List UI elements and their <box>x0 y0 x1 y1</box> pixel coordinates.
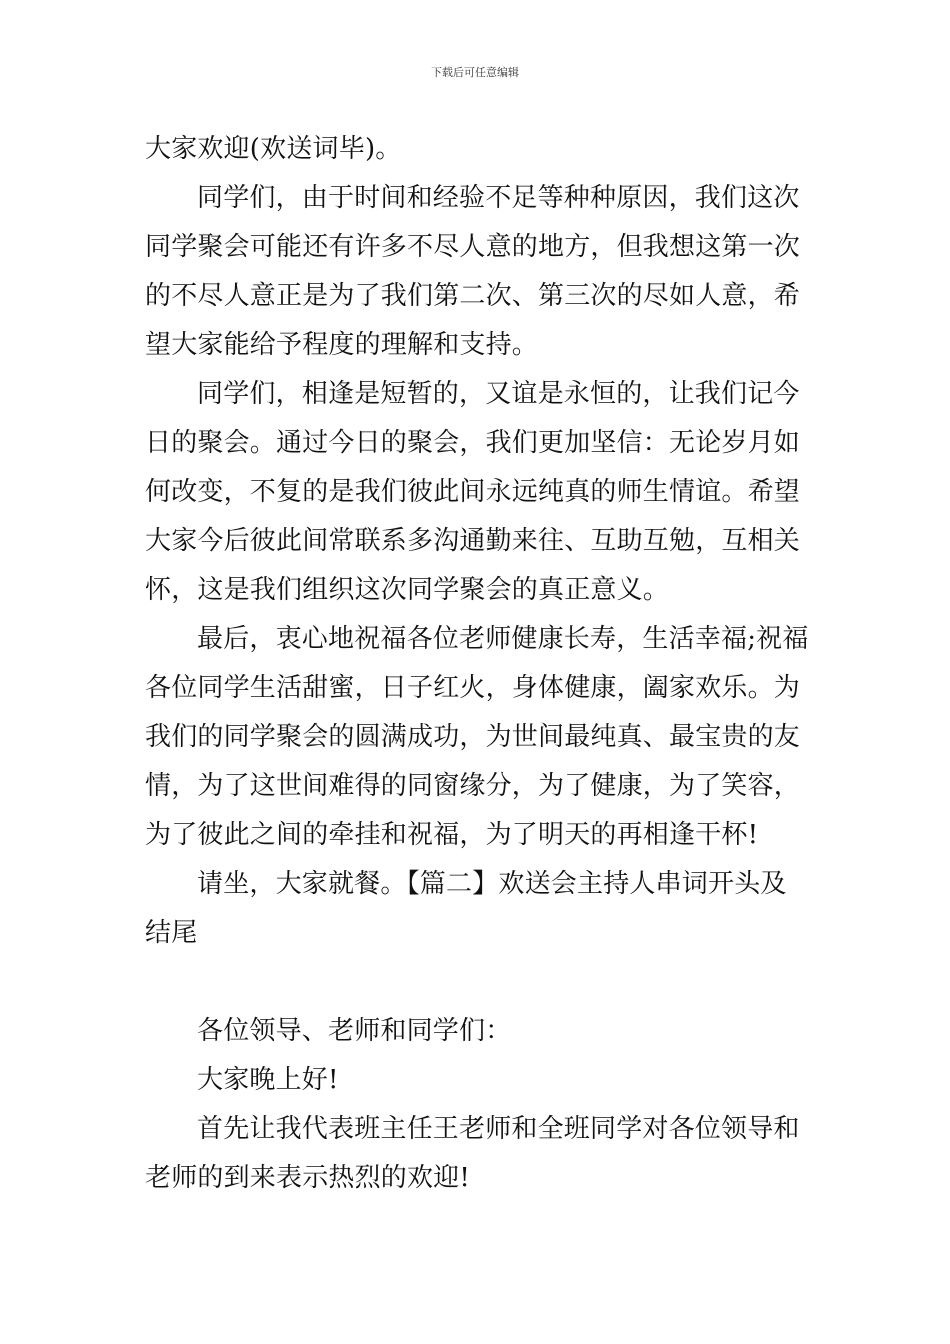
text-line: 怀，这是我们组织这次同学聚会的真正意义。 <box>145 575 670 605</box>
paragraph-start: 同学们，由于时间和经验不足等种种原因，我们这次 <box>197 183 800 213</box>
greeting-line: 各位领导、老师和同学们： <box>197 1016 512 1046</box>
text-line: 情，为了这世间难得的同窗缘分，为了健康，为了笑容， <box>145 771 801 801</box>
text-line: 的不尽人意正是为了我们第二次、第三次的尽如人意，希 <box>145 281 801 311</box>
text-line: 同学聚会可能还有许多不尽人意的地方，但我想这第一次 <box>145 232 801 262</box>
blank-line <box>145 958 810 1007</box>
text-line: 望大家能给予程度的理解和支持。 <box>145 330 539 360</box>
text-line: 老师的到来表示热烈的欢迎! <box>145 1163 471 1193</box>
paragraph-start: 首先让我代表班主任王老师和全班同学对各位领导和 <box>197 1114 800 1144</box>
greeting-line: 大家晚上好! <box>197 1065 339 1095</box>
text-line: 大家欢迎(欢送词毕)。 <box>145 134 402 164</box>
text-line: 为了彼此之间的牵挂和祝福，为了明天的再相逢干杯! <box>145 820 759 850</box>
paragraph-start: 请坐，大家就餐。【篇二】欢送会主持人串词开头及 <box>197 869 787 899</box>
text-line: 结尾 <box>145 918 198 948</box>
paragraph-start: 同学们，相逢是短暂的，又谊是永恒的，让我们记今 <box>197 379 800 409</box>
page-header: 下载后可任意编辑 <box>431 66 519 79</box>
text-line: 大家今后彼此间常联系多沟通勤来往、互助互勉，互相关 <box>145 526 801 556</box>
text-line: 我们的同学聚会的圆满成功，为世间最纯真、最宝贵的友 <box>145 722 801 752</box>
document-body <box>145 125 810 1203</box>
paragraph-start: 最后，衷心地祝福各位老师健康长寿，生活幸福;祝福 <box>197 624 809 654</box>
text-line: 各位同学生活甜蜜，日子红火，身体健康，阖家欢乐。为 <box>145 673 801 703</box>
text-line: 日的聚会。通过今日的聚会，我们更加坚信：无论岁月如 <box>145 428 801 458</box>
text-line: 何改变，不复的是我们彼此间永远纯真的师生情谊。希望 <box>145 477 801 507</box>
